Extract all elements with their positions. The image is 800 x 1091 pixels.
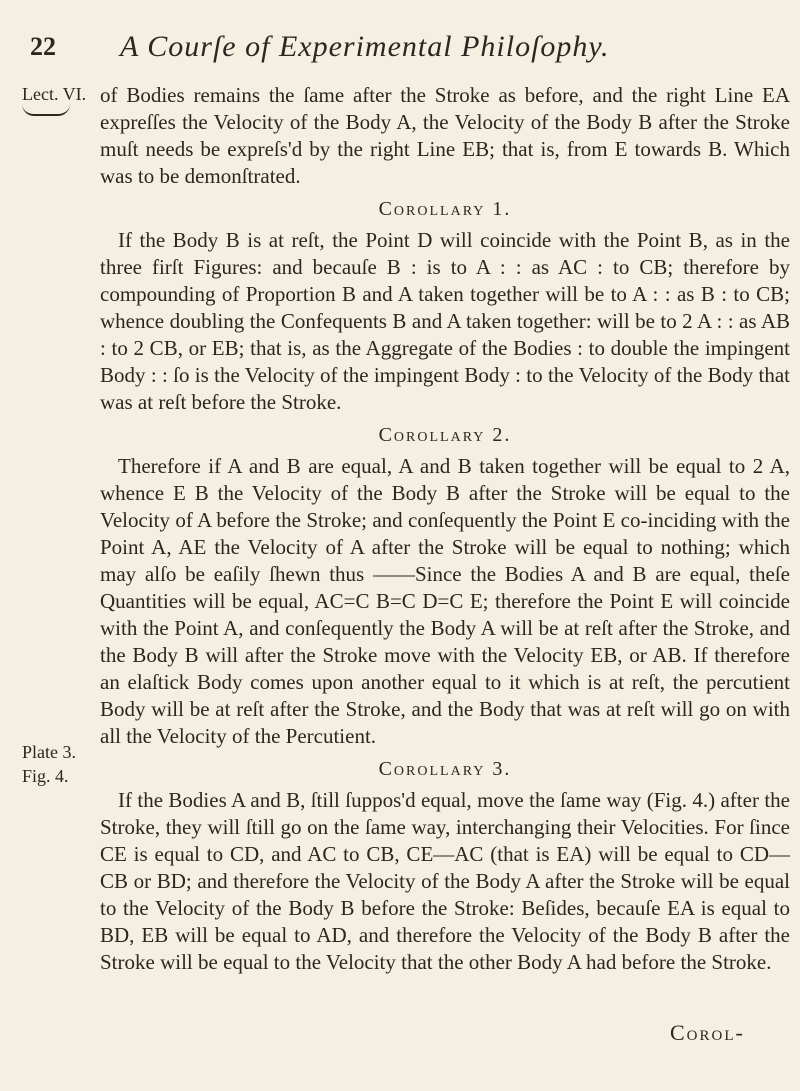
intro-paragraph: of Bodies remains the ſame after the Stroke as before, and the right Line EA expreſſes the Velocity of the Body A, the Velocity of the Body B after the Stroke muſt needs be expreſs'd by the right Line EB; that is, from E towards B. Which was to be demonſtrated. <box>100 83 790 188</box>
corollary-1-text: If the Body B is at reſt, the Point D will coincide with the Point B, as in the three firſt Figures: and becauſe B : is to A : : as AC : to CB; therefore by compounding of Proportion B and A taken together will be to A : : as B : to CB; whence doubling the Confequents B and A taken together: will be to 2 A : : as AB : to 2 CB, or EB; that is, as the Aggregate of the Bodies : to double the impingent Body : : ſo is the Velocity of the impingent Body : to the Velocity of the Body that was at reſt before the Stroke. <box>100 228 790 414</box>
plate-label: Plate 3. <box>22 742 76 762</box>
running-title: A Courſe of Experimental Philoſophy. <box>120 30 610 63</box>
text-column <box>100 82 790 976</box>
corollary-1-heading: Corollary 1. <box>378 198 512 220</box>
corollary-2-text: Therefore if A and B are equal, A and B taken together will be equal to 2 A, whence E B the Velocity of the Body B after the Stroke will be equal to the Velocity of A before the Stroke; and conſequently the Point E co-inciding with the Point A, AE the Velocity of A after the Stroke will be equal to nothing; which may alſo be eaſily ſhewn thus ——Since the Bodies A and B are equal, theſe Quantities will be equal, AC=C B=C D=C E; therefore the Point E will coincide with the Point A, and conſequently the Body A will be at reſt after the Stroke, and the Body B will after the Stroke move with the Velocity EB, or AB. If therefore an elaſtick Body comes upon another equal to it which is at reſt, the percutient Body will be at reſt after the Stroke, and the Body that was at reſt will go on with all the Velocity of the Percutient. <box>100 454 790 748</box>
margin-plate-note <box>22 740 92 788</box>
corollary-3-heading: Corollary 3. <box>378 758 512 780</box>
figure-label: Fig. 4. <box>22 766 69 786</box>
margin-section-label: Lect. VI. <box>22 84 87 104</box>
page-number: 22 <box>30 32 56 61</box>
catchword: Corol- <box>670 1020 745 1045</box>
margin-brace <box>22 104 70 116</box>
corollary-2-heading: Corollary 2. <box>378 424 512 446</box>
page-header <box>0 30 800 76</box>
corollary-3-text: If the Bodies A and B, ſtill ſuppos'd equal, move the ſame way (Fig. 4.) after the Stroke, they will ſtill go on the ſame way, interchanging their Velocities. For ſince CE is equal to CD, and AC to CB, CE—AC (that is EA) will be equal to CD—CB or BD; and therefore the Velocity of the Body A after the Stroke will be equal to the Velocity of the Body B before the Stroke: Beſides, becauſe EA is equal to BD, EB will be equal to AD, and therefore the Velocity of the Body B after the Stroke will be equal to the Velocity that the other Body A had before the Stroke. <box>100 788 790 974</box>
